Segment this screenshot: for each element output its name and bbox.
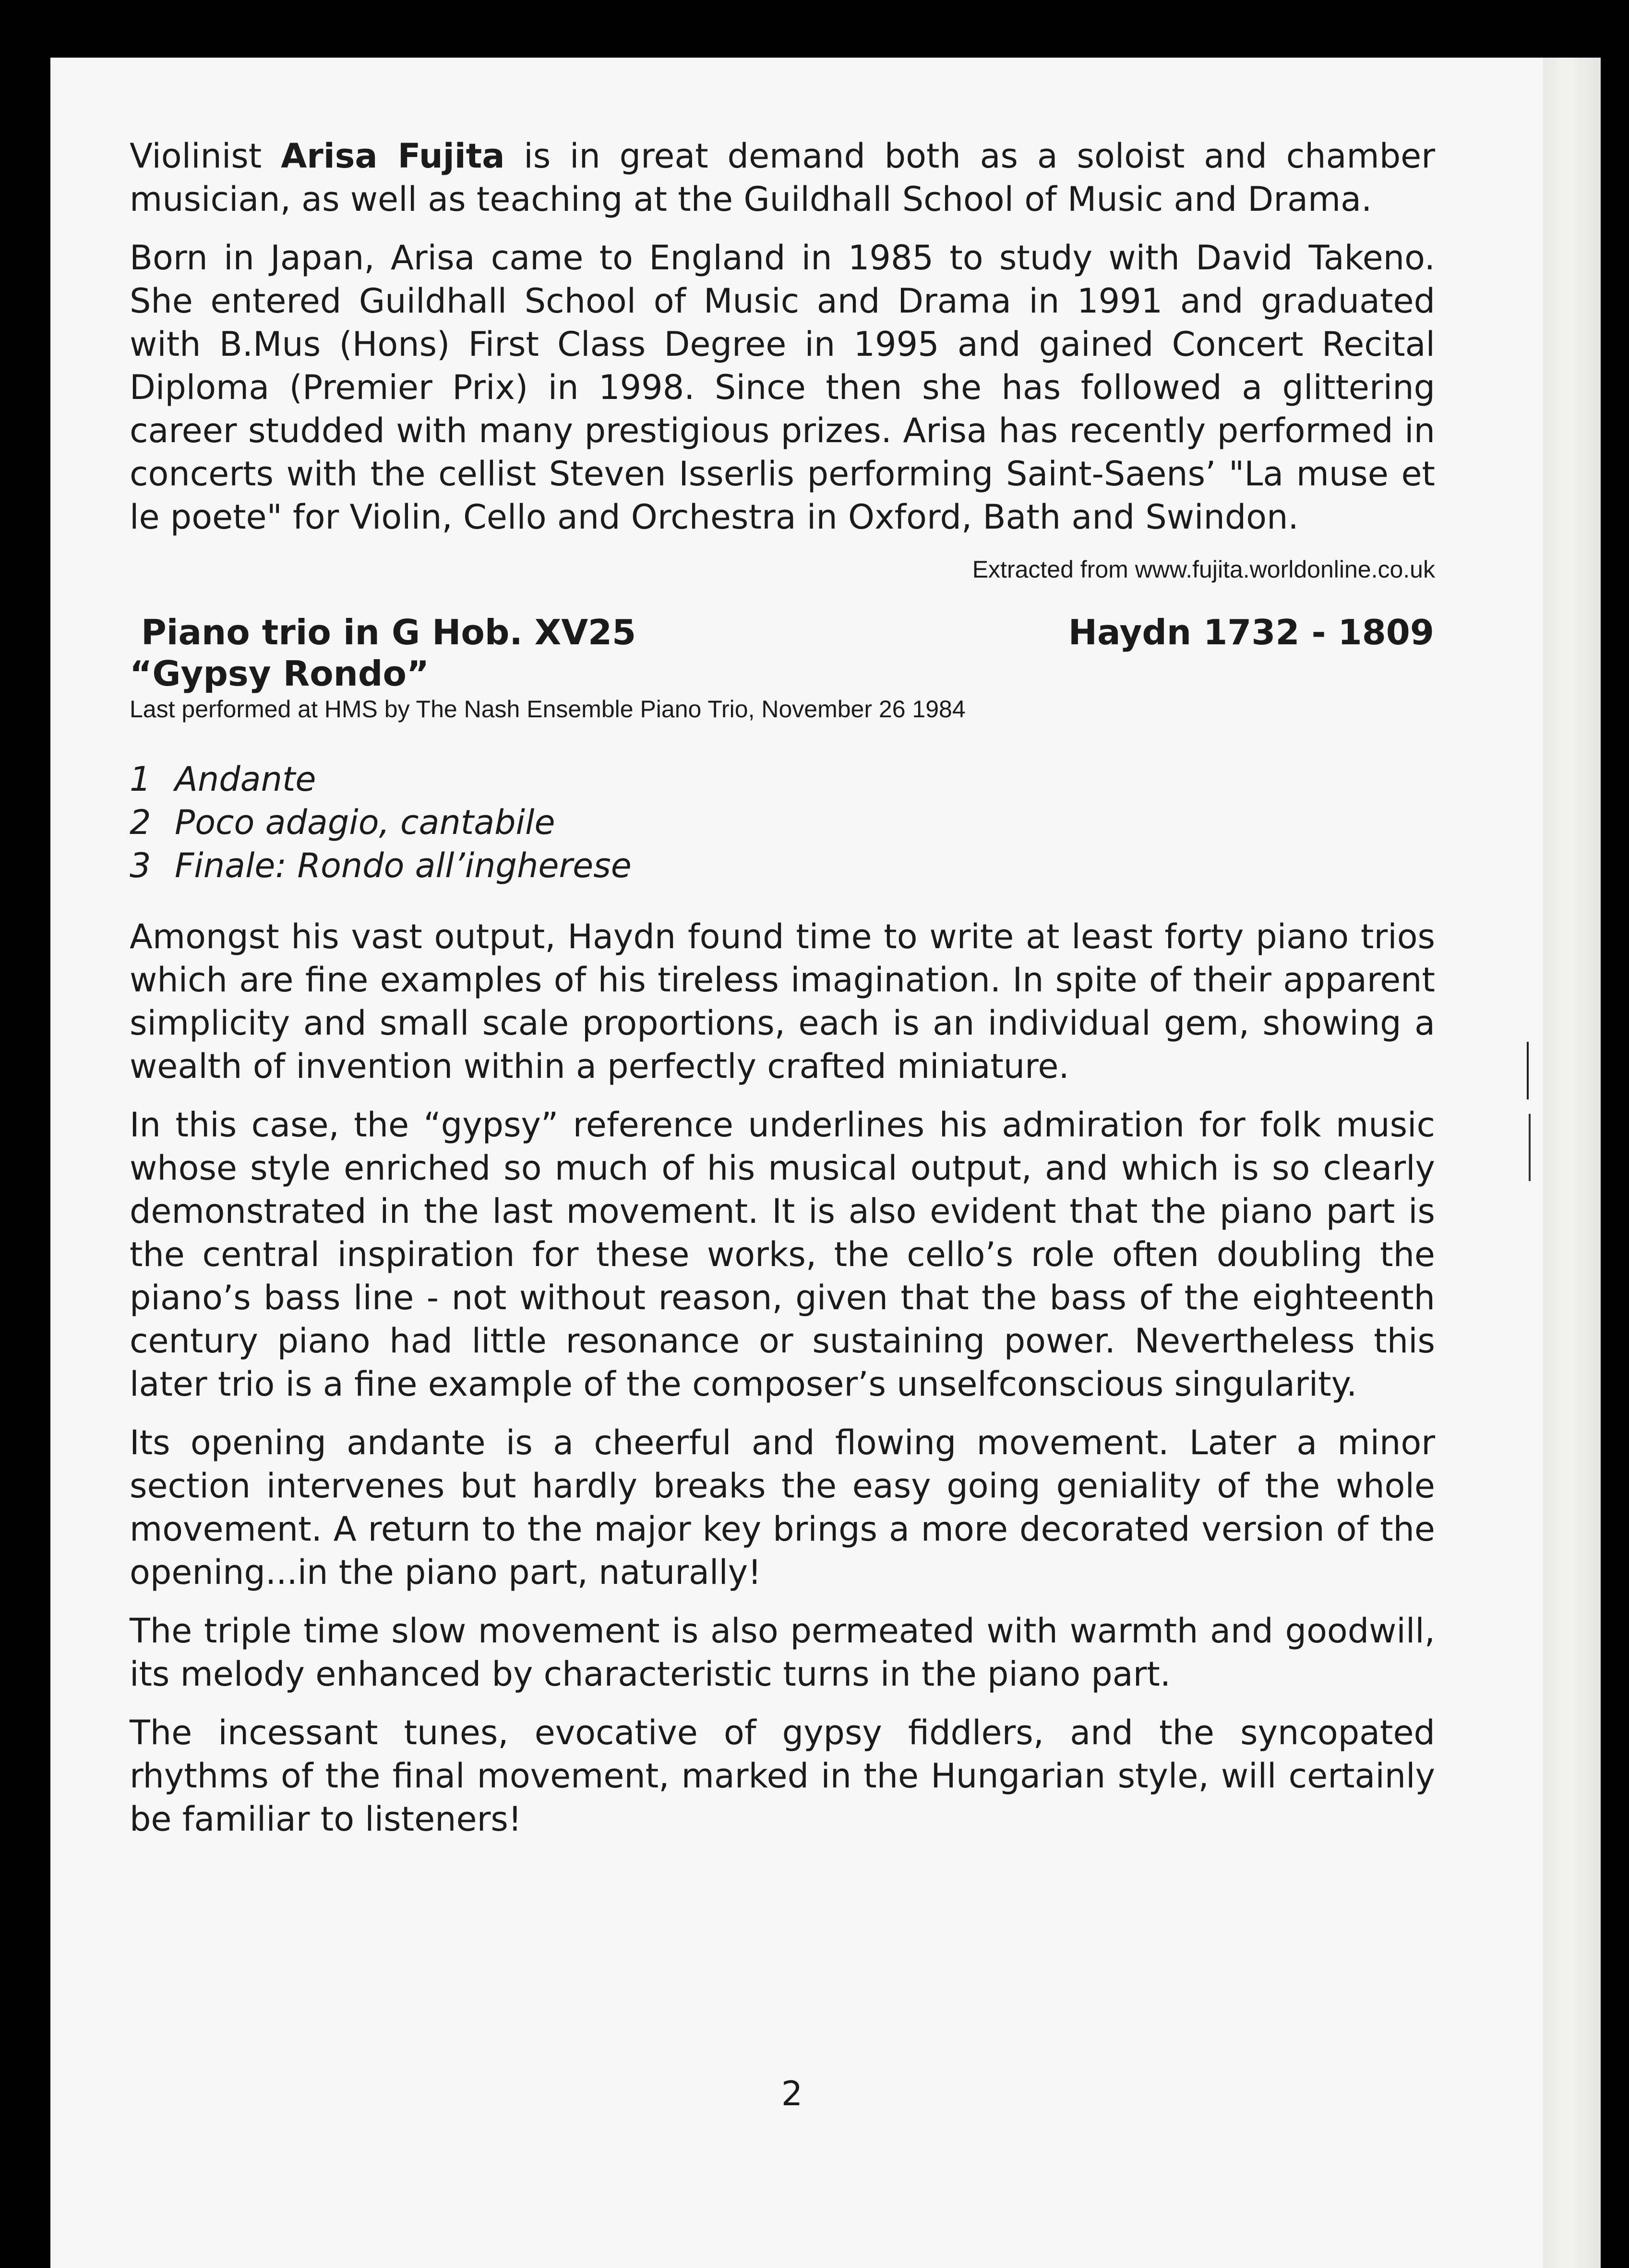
movement-item — [130, 844, 1435, 887]
movement-number: 1 — [130, 760, 151, 799]
spine-mark — [1527, 1042, 1529, 1099]
notes-paragraph: The triple time slow movement is also permeated with warmth and goodwill, its melody enhanced by characteristic turns in the piano part. — [130, 1611, 1435, 1694]
movement-list — [130, 758, 1435, 887]
movement-item — [130, 758, 1435, 801]
bio-intro-lead: Violinist — [130, 136, 281, 176]
notes-paragraph: Amongst his vast output, Haydn found time to write at least forty piano trios which are fine examples of his tireless imagination. In spite of their apparent simplicity and small scale proportions, each is an individual gem, showing a wealth of invention within a perfectly crafted miniature. — [130, 917, 1435, 1086]
page-content — [130, 134, 1435, 1856]
notes-paragraph: Its opening andante is a cheerful and flowing movement. Later a minor section intervenes but hardly breaks the easy going geniality of the whole movement. A return to the major key brings a more decorated version of the opening...in the piano part, naturally! — [130, 1423, 1435, 1592]
movement-name: Andante — [175, 760, 316, 799]
work-composer: Haydn 1732 - 1809 — [1068, 612, 1434, 652]
movement-name: Finale: Rondo all’ingherese — [175, 846, 632, 885]
work-title: Piano trio in G Hob. XV25 — [141, 612, 636, 652]
movement-name: Poco adagio, cantabile — [175, 803, 555, 842]
notes-paragraph: In this case, the “gypsy” reference underlines his admiration for folk music whose style enriched so much of his musical output, and which is so clearly demonstrated in the last movement. It is also evident that the piano part is the central inspiration for these works, the cello’s role often doubling the piano’s bass line - not without reason, given that the bass of the eighteenth century piano had little resonance or sustaining power. Nevertheless this later trio is a fine example of the composer’s unselfconscious singularity. — [130, 1105, 1435, 1404]
movement-item — [130, 801, 1435, 844]
last-performed-note: Last performed at HMS by The Nash Ensemble Piano Trio, November 26 1984 — [130, 696, 966, 723]
bio-paragraph-career: Born in Japan, Arisa came to England in 1985 to study with David Takeno. She entered Guildhall School of Music and Drama in 1991 and graduated with B.Mus (Hons) First Class Degree in 1995 and gained Concert Recital Diploma (Premier Prix) in 1998. Since then she has followed a glittering career studded with many prestigious prizes. Arisa has recently performed in concerts with the cellist Steven Isserlis performing Saint-Saens’ "La muse et le poete" for Violin, Cello and Orchestra in Oxford, Bath and Swindon. — [130, 238, 1435, 537]
page-spine — [1543, 58, 1601, 2268]
work-header — [130, 612, 1435, 653]
bio-source-credit: Extracted from www.fujita.worldonline.co.uk — [972, 556, 1435, 583]
work-subtitle: “Gypsy Rondo” — [130, 653, 430, 694]
spine-mark — [1529, 1114, 1531, 1181]
bio-paragraph-intro — [130, 134, 1435, 221]
notes-paragraph: The incessant tunes, evocative of gypsy fiddlers, and the syncopated rhythms of the final movement, marked in the Hungarian style, will certainly be familiar to listeners! — [130, 1713, 1435, 1839]
page-number: 2 — [781, 2074, 803, 2113]
bio-intro-rest: is in great demand both as a soloist and chamber musician, as well as teaching at the Guildhall School of Music and Drama. — [130, 136, 1436, 219]
movement-number: 2 — [130, 803, 151, 842]
movement-number: 3 — [130, 846, 151, 885]
artist-name: Arisa Fujita — [281, 136, 505, 176]
